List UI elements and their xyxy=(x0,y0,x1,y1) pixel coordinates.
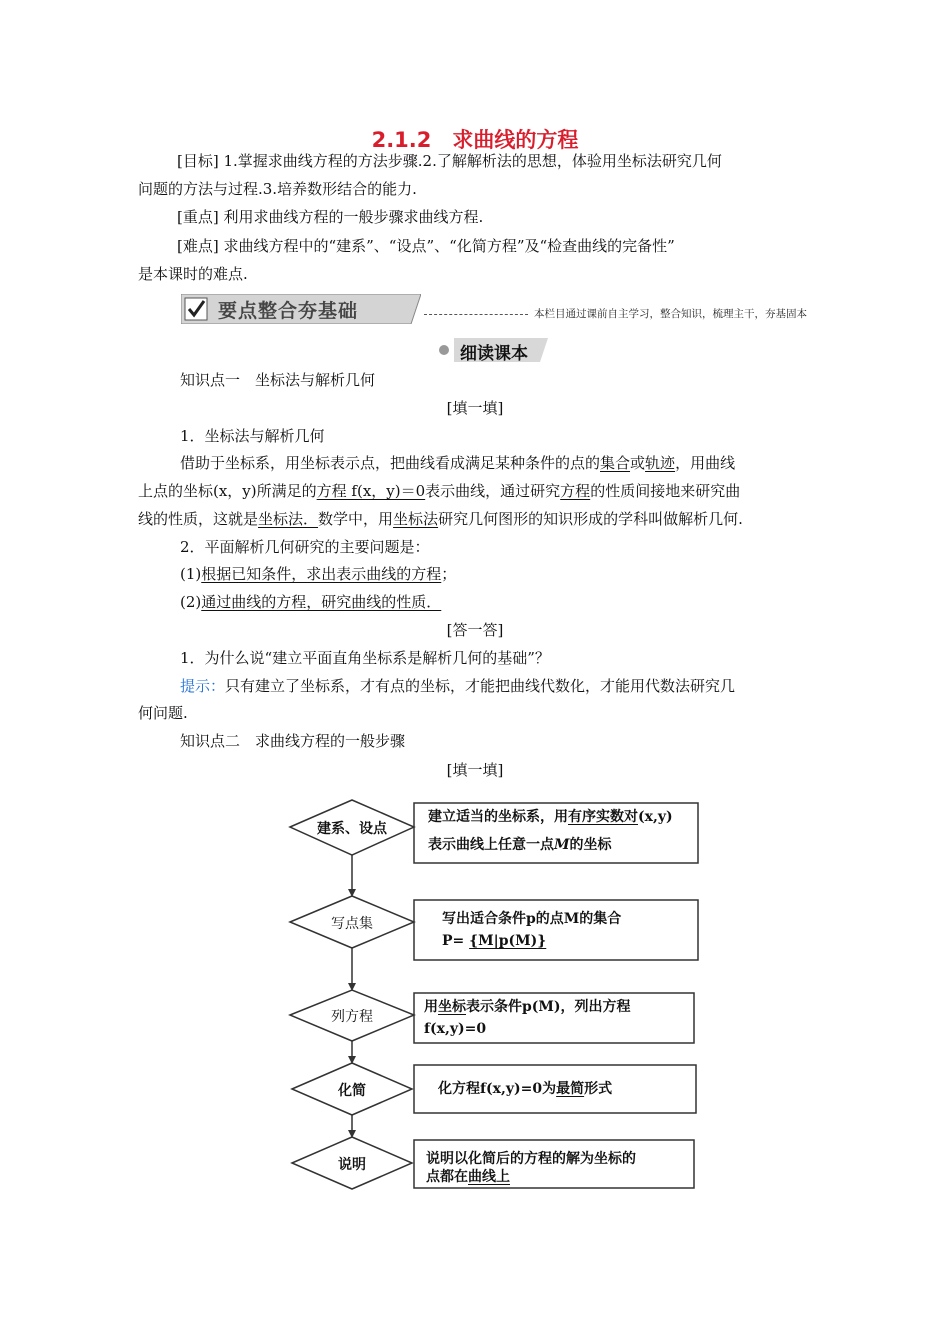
banner-note: 本栏目通过课前自主学习，整合知识，梳理主干，夯基固本 xyxy=(534,308,807,320)
flow-step-3-text-2: f(x,y)=0 xyxy=(424,1021,487,1037)
answer-equation: 方程 f(x，y)＝0 xyxy=(316,482,426,500)
flow-step-5-label: 说明 xyxy=(338,1157,366,1173)
arrow-1 xyxy=(348,889,356,897)
flow-step-3-text-1: 用坐标表示条件p(M)，列出方程 xyxy=(424,999,631,1015)
kp1-heading: 知识点一 坐标法与解析几何 xyxy=(180,371,376,389)
banner-title: 要点整合夯基础 xyxy=(218,300,359,322)
flow-step-2-label: 写点集 xyxy=(331,916,373,932)
answer-set: 集合 xyxy=(600,454,631,472)
flow-step-1-text-1: 建立适当的坐标系，用有序实数对(x,y) xyxy=(428,809,673,825)
kp1-item1-title: 1．坐标法与解析几何 xyxy=(180,427,325,445)
difficulty-line-1: [难点] 求曲线方程中的“建系”、“设点”、“化简方程”及“检查曲线的完备性” xyxy=(177,237,675,255)
kp1-question-1: 1．为什么说“建立平面直角坐标系是解析几何的基础”？ xyxy=(180,649,550,667)
flow-step-4-label: 化简 xyxy=(338,1083,366,1099)
flow-step-2-text-2: P= {M|p(M)} xyxy=(442,933,547,949)
difficulty-line-2: 是本课时的难点. xyxy=(138,265,248,283)
flow-step-5-text-1: 说明以化简后的方程的解为坐标的 xyxy=(426,1151,636,1167)
kp1-item2-title: 2．平面解析几何研究的主要问题是： xyxy=(180,538,430,556)
kp1-item2-2: (2)通过曲线的方程，研究曲线的性质． xyxy=(180,593,442,611)
flow-step-4-text-1: 化方程f(x,y)=0为最简形式 xyxy=(438,1081,613,1097)
kp1-paragraph-line-2: 上点的坐标(x，y)所满足的方程 f(x，y)＝0表示曲线，通过研究方程的性质间接地来研究曲 xyxy=(138,482,741,500)
goals-line-1: [目标] 1.掌握求曲线方程的方法步骤.2.了解解析法的思想，体验用坐标法研究几何 xyxy=(177,152,722,170)
arrow-3 xyxy=(348,1056,356,1064)
kp1-fill-tag: [填一填] xyxy=(446,399,504,417)
flow-step-3-label: 列方程 xyxy=(331,1009,373,1025)
kp1-hint-line-1: 提示：只有建立了坐标系，才有点的坐标，才能把曲线代数化，才能用代数法研究几 xyxy=(180,677,736,695)
kp1-paragraph-line-1: 借助于坐标系，用坐标表示点，把曲线看成满足某种条件的点的集合或轨迹，用曲线 xyxy=(180,454,736,472)
goals-line-2: 问题的方法与过程.3.培养数形结合的能力. xyxy=(138,180,417,198)
flow-step-1-label: 建系、设点 xyxy=(317,821,387,837)
answer-coordinate-method: 坐标法． xyxy=(258,510,319,528)
kp1-paragraph-line-3: 线的性质，这就是坐标法．数学中，用坐标法研究几何图形的知识形成的学科叫做解析几何. xyxy=(138,510,743,528)
key-point: [重点] 利用求曲线方程的一般步骤求曲线方程. xyxy=(177,208,484,226)
arrow-4 xyxy=(348,1130,356,1138)
flow-step-1-text-2: 表示曲线上任意一点M的坐标 xyxy=(428,837,612,853)
kp1-answer-tag: [答一答] xyxy=(446,621,504,639)
page-title: 2.1.2 求曲线的方程 xyxy=(371,128,579,152)
answer-coordinate-method-2: 坐标法 xyxy=(393,510,439,528)
arrow-2 xyxy=(348,983,356,991)
answer-locus: 轨迹 xyxy=(645,454,676,472)
hint-label: 提示： xyxy=(180,677,226,695)
kp2-fill-tag: [填一填] xyxy=(446,761,504,779)
flow-step-2-text-1: 写出适合条件p的点M的集合 xyxy=(442,911,622,927)
kp2-heading: 知识点二 求曲线方程的一般步骤 xyxy=(180,732,406,750)
flow-step-5-text-2: 点都在曲线上 xyxy=(426,1169,510,1185)
section-label: 细读课本 xyxy=(460,344,528,364)
kp1-hint-line-2: 何问题. xyxy=(138,704,188,722)
answer-equation-2: 方程 xyxy=(560,482,591,500)
kp1-item2-1: (1)根据已知条件，求出表示曲线的方程； xyxy=(180,565,457,583)
